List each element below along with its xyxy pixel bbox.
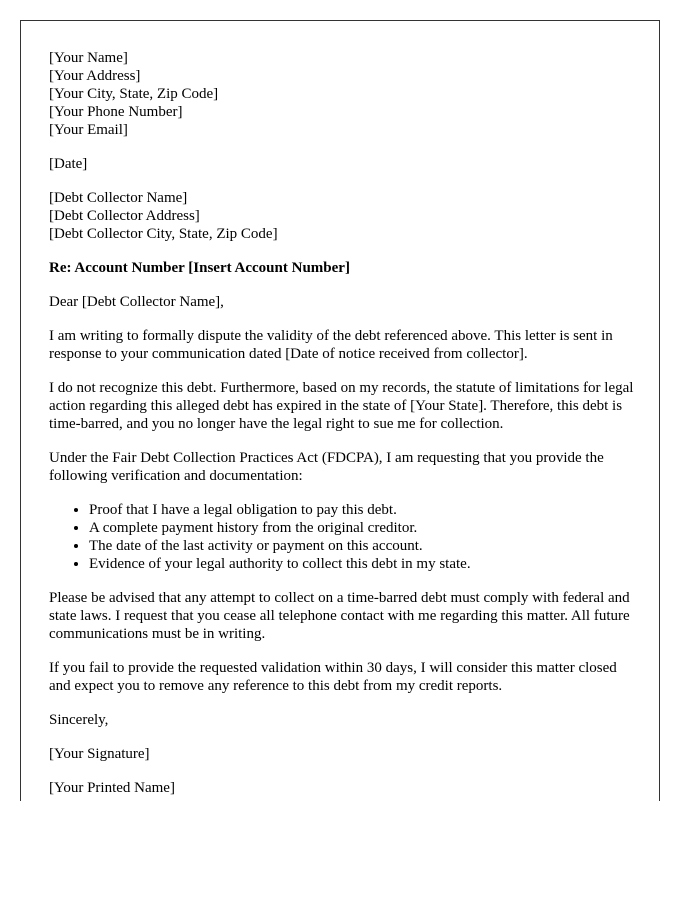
- list-item: • Proof that I have a legal obligation to pay this debt.: [89, 501, 634, 519]
- subject-line: Re: Account Number [Insert Account Number]: [49, 260, 350, 276]
- verification-request-list: [49, 501, 634, 573]
- letter-page: [20, 20, 660, 801]
- list-item: • A complete payment history from the original creditor.: [89, 519, 634, 537]
- letter-date: [Date]: [49, 156, 88, 172]
- letter-body: [49, 49, 634, 797]
- printed-name-line: [Your Printed Name]: [49, 780, 175, 796]
- body-paragraph-intro: I am writing to formally dispute the validity of the debt referenced above. This letter is sent in response to your communication dated [Date of notice received from collector].: [49, 328, 613, 362]
- sender-phone: [Your Phone Number]: [49, 104, 183, 120]
- date-line: [49, 155, 634, 173]
- recipient-address: [Debt Collector Address]: [49, 208, 200, 224]
- recipient-address-block: [49, 189, 634, 243]
- signoff: Sincerely,: [49, 712, 109, 728]
- signature-line: [Your Signature]: [49, 746, 150, 762]
- body-paragraph-compliance: Please be advised that any attempt to collect on a time-barred debt must comply with federal and state laws. I request that you cease all telephone contact with me regarding this matter. All future communications must be in writing.: [49, 590, 630, 642]
- recipient-name: [Debt Collector Name]: [49, 190, 188, 206]
- salutation: Dear [Debt Collector Name],: [49, 294, 224, 310]
- sender-city-state-zip: [Your City, State, Zip Code]: [49, 86, 219, 102]
- list-item: • The date of the last activity or payment on this account.: [89, 537, 634, 555]
- recipient-city-state-zip: [Debt Collector City, State, Zip Code]: [49, 226, 278, 242]
- sender-email: [Your Email]: [49, 122, 128, 138]
- body-paragraph-fdcpa: Under the Fair Debt Collection Practices Act (FDCPA), I am requesting that you provide the following verification and documentation:: [49, 450, 604, 484]
- body-paragraph-deadline: If you fail to provide the requested validation within 30 days, I will consider this matter closed and expect you to remove any reference to this debt from my credit reports.: [49, 660, 617, 694]
- body-paragraph-dispute: I do not recognize this debt. Furthermore, based on my records, the statute of limitations for legal action regarding this alleged debt has expired in the state of [Your State]. Therefore, this debt is time-barred, and you no longer have the legal right to sue me for collection.: [49, 380, 634, 432]
- sender-address-block: [49, 49, 634, 139]
- sender-address: [Your Address]: [49, 68, 141, 84]
- sender-name: [Your Name]: [49, 50, 128, 66]
- list-item: • Evidence of your legal authority to collect this debt in my state.: [89, 555, 634, 573]
